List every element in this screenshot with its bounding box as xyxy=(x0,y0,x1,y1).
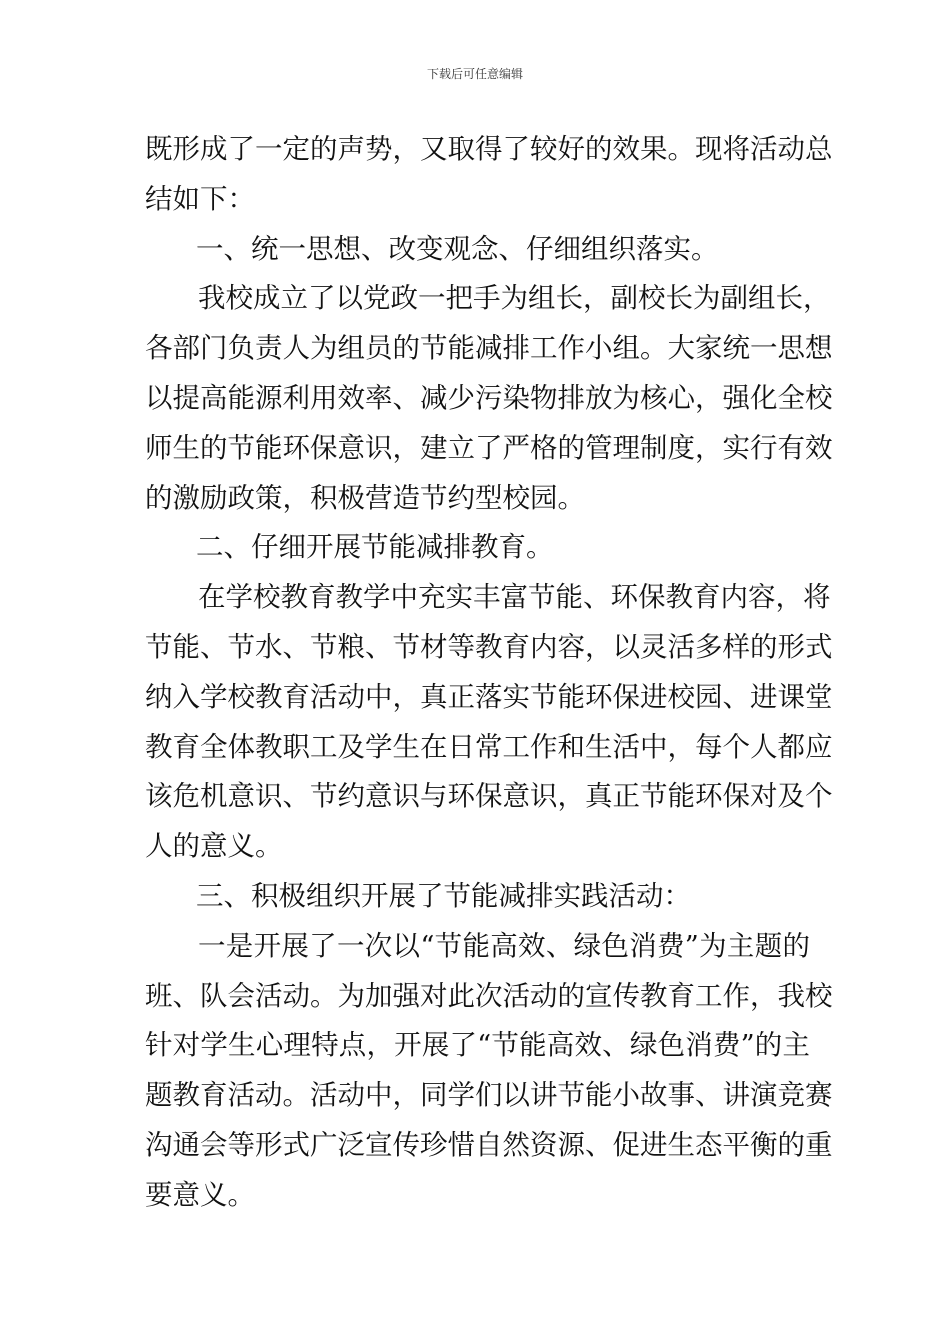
body-line: 一是开展了一次以“节能高效、绿色消费”为主题的 xyxy=(198,929,810,962)
body-line: 师生的节能环保意识，建立了严格的管理制度，实行有效 xyxy=(145,431,833,464)
body-line: 人的意义。 xyxy=(145,830,283,863)
body-line: 针对学生心理特点，开展了“节能高效、绿色消费”的主 xyxy=(145,1029,810,1062)
body-line: 的激励政策，积极营造节约型校园。 xyxy=(145,481,585,514)
body-line: 在学校教育教学中充实丰富节能、环保教育内容，将 xyxy=(198,581,831,614)
body-line: 班、队会活动。为加强对此次活动的宣传教育工作，我校 xyxy=(145,979,833,1012)
body-line: 节能、节水、节粮、节材等教育内容，以灵活多样的形式 xyxy=(145,630,833,663)
body-line: 我校成立了以党政一把手为组长，副校长为副组长， xyxy=(198,282,831,315)
body-line: 题教育活动。活动中，同学们以讲节能小故事、讲演竞赛 xyxy=(145,1079,833,1112)
page-header: 下载后可任意编辑 xyxy=(426,67,523,81)
body-line: 各部门负责人为组员的节能减排工作小组。大家统一思想 xyxy=(145,332,833,365)
section-heading-3: 三、积极组织开展了节能减排实践活动： xyxy=(196,879,691,912)
body-line: 教育全体教职工及学生在日常工作和生活中，每个人都应 xyxy=(145,730,833,763)
section-heading-1: 一、统一思想、改变观念、仔细组织落实。 xyxy=(196,232,719,265)
body-line: 纳入学校教育活动中，真正落实节能环保进校园、进课堂 xyxy=(145,680,833,713)
body-line: 以提高能源利用效率、减少污染物排放为核心，强化全校 xyxy=(145,381,833,414)
section-heading-2: 二、仔细开展节能减排教育。 xyxy=(196,531,554,564)
body-line: 该危机意识、节约意识与环保意识，真正节能环保对及个 xyxy=(145,780,833,813)
body-line: 既形成了一定的声势，又取得了较好的效果。现将活动总 xyxy=(145,133,833,165)
body-line: 沟通会等形式广泛宣传珍惜自然资源、促进生态平衡的重 xyxy=(145,1128,833,1161)
document-body xyxy=(145,125,833,1221)
body-line: 要意义。 xyxy=(145,1178,255,1211)
body-line: 结如下： xyxy=(145,182,255,215)
